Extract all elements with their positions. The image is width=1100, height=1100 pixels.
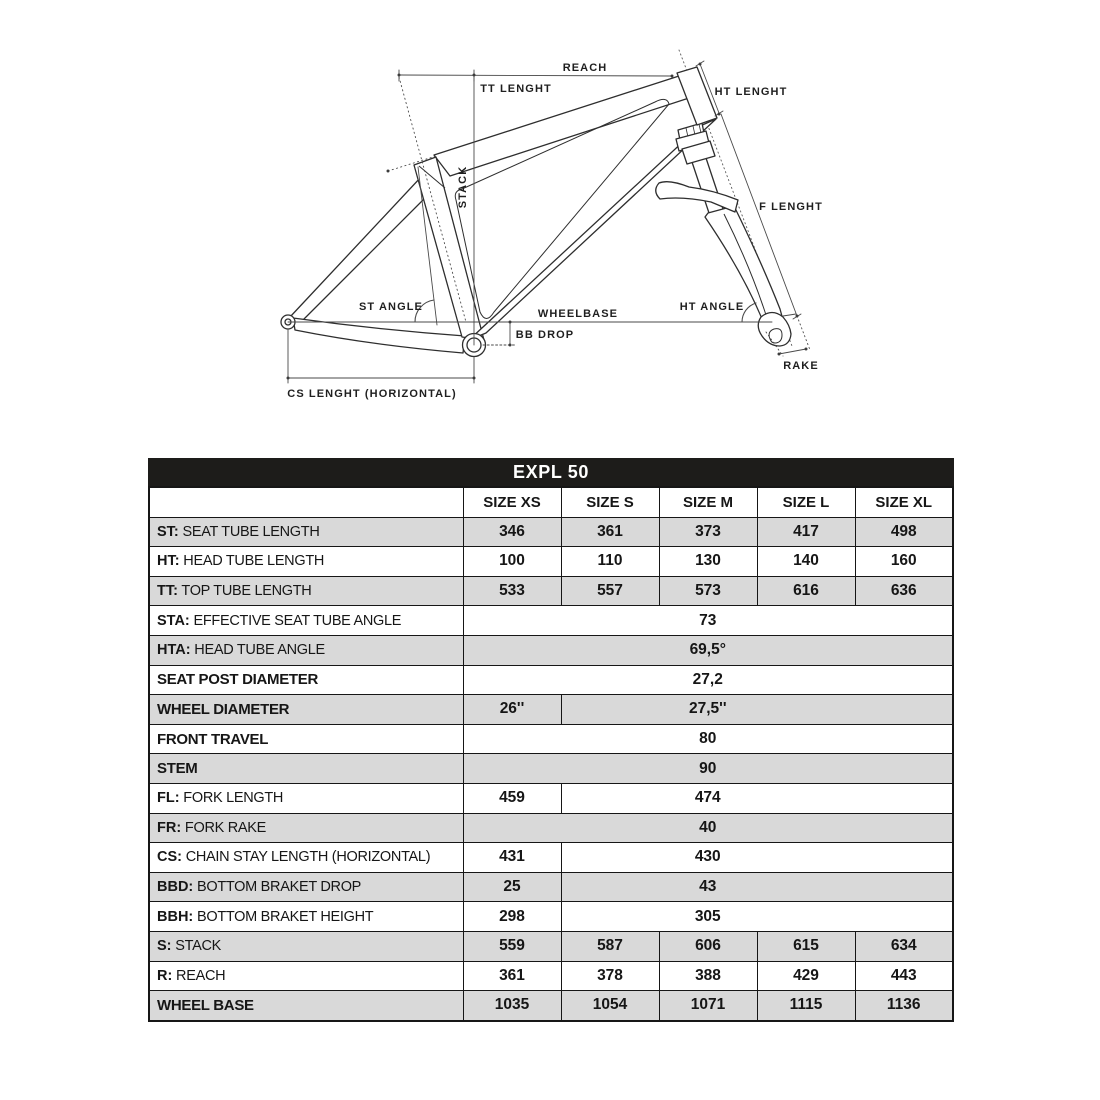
label-ht-angle: HT ANGLE <box>679 301 745 313</box>
value-cell: 1115 <box>757 991 855 1021</box>
row-label: FL: FORK LENGTH <box>149 783 463 813</box>
value-cell: 43 <box>561 872 953 902</box>
row-label: BBH: BOTTOM BRAKET HEIGHT <box>149 902 463 932</box>
value-cell: 378 <box>561 961 659 991</box>
value-cell: 417 <box>757 517 855 547</box>
value-cell: 636 <box>855 576 953 606</box>
value-cell: 110 <box>561 547 659 577</box>
label-reach: REACH <box>562 62 608 74</box>
fork-arch <box>656 182 738 212</box>
size-column-header: SIZE M <box>659 487 757 517</box>
size-column-header: SIZE L <box>757 487 855 517</box>
value-cell: 27,2 <box>463 665 953 695</box>
value-cell: 160 <box>855 547 953 577</box>
label-tt-lenght: TT LENGHT <box>480 83 552 95</box>
row-label: ST: SEAT TUBE LENGTH <box>149 517 463 547</box>
label-st-angle: ST ANGLE <box>358 301 424 313</box>
row-label: R: REACH <box>149 961 463 991</box>
value-cell: 615 <box>757 931 855 961</box>
value-cell: 26'' <box>463 695 561 725</box>
fork-stanchion <box>691 155 724 216</box>
label-stack: STACK <box>457 165 469 209</box>
label-cs-lenght: CS LENGHT (HORIZONTAL) <box>287 388 457 400</box>
value-cell: 431 <box>463 843 561 873</box>
value-cell: 27,5'' <box>561 695 953 725</box>
value-cell: 430 <box>561 843 953 873</box>
table-row <box>149 665 953 695</box>
value-cell: 361 <box>561 517 659 547</box>
chain-stays <box>293 318 465 353</box>
table-row <box>149 635 953 665</box>
row-label: S: STACK <box>149 931 463 961</box>
value-cell: 100 <box>463 547 561 577</box>
value-cell: 557 <box>561 576 659 606</box>
size-header-row <box>149 487 953 517</box>
value-cell: 80 <box>463 724 953 754</box>
table-row <box>149 902 953 932</box>
row-label: CS: CHAIN STAY LENGTH (HORIZONTAL) <box>149 843 463 873</box>
row-label: SEAT POST DIAMETER <box>149 665 463 695</box>
value-cell: 305 <box>561 902 953 932</box>
value-cell: 40 <box>463 813 953 843</box>
label-f-lenght: F LENGHT <box>759 201 823 213</box>
row-label: FR: FORK RAKE <box>149 813 463 843</box>
value-cell: 90 <box>463 754 953 784</box>
value-cell: 140 <box>757 547 855 577</box>
table-row <box>149 724 953 754</box>
table-row <box>149 547 953 577</box>
size-column-header: SIZE S <box>561 487 659 517</box>
bike-frame-drawing <box>281 67 791 357</box>
value-cell: 73 <box>463 606 953 636</box>
row-label: WHEEL BASE <box>149 991 463 1021</box>
bike-geometry-diagram <box>0 0 1100 450</box>
table-row <box>149 606 953 636</box>
table-row <box>149 576 953 606</box>
table-row <box>149 754 953 784</box>
spec-table <box>148 486 954 1022</box>
value-cell: 459 <box>463 783 561 813</box>
table-title: EXPL 50 <box>148 458 954 486</box>
table-row <box>149 931 953 961</box>
label-rake: RAKE <box>783 360 819 372</box>
table-row <box>149 991 953 1021</box>
value-cell: 1035 <box>463 991 561 1021</box>
value-cell: 474 <box>561 783 953 813</box>
size-column-header: SIZE XS <box>463 487 561 517</box>
value-cell: 1071 <box>659 991 757 1021</box>
label-wheelbase: WHEELBASE <box>537 308 619 320</box>
table-row <box>149 961 953 991</box>
table-row <box>149 517 953 547</box>
value-cell: 498 <box>855 517 953 547</box>
value-cell: 443 <box>855 961 953 991</box>
value-cell: 559 <box>463 931 561 961</box>
value-cell: 616 <box>757 576 855 606</box>
value-cell: 1054 <box>561 991 659 1021</box>
value-cell: 1136 <box>855 991 953 1021</box>
value-cell: 25 <box>463 872 561 902</box>
row-label: STEM <box>149 754 463 784</box>
row-label: STA: EFFECTIVE SEAT TUBE ANGLE <box>149 606 463 636</box>
corner-cell <box>149 487 463 517</box>
value-cell: 634 <box>855 931 953 961</box>
table-row <box>149 695 953 725</box>
row-label: BBD: BOTTOM BRAKET DROP <box>149 872 463 902</box>
row-label: WHEEL DIAMETER <box>149 695 463 725</box>
label-bb-drop: BB DROP <box>515 329 575 341</box>
value-cell: 130 <box>659 547 757 577</box>
value-cell: 606 <box>659 931 757 961</box>
table-row <box>149 813 953 843</box>
value-cell: 573 <box>659 576 757 606</box>
seat-tube <box>414 157 484 340</box>
row-label: FRONT TRAVEL <box>149 724 463 754</box>
table-row <box>149 843 953 873</box>
size-column-header: SIZE XL <box>855 487 953 517</box>
label-ht-lenght: HT LENGHT <box>714 86 788 98</box>
value-cell: 346 <box>463 517 561 547</box>
value-cell: 388 <box>659 961 757 991</box>
value-cell: 533 <box>463 576 561 606</box>
value-cell: 587 <box>561 931 659 961</box>
value-cell: 298 <box>463 902 561 932</box>
value-cell: 69,5° <box>463 635 953 665</box>
rake-dimension-line <box>779 349 806 354</box>
row-label: TT: TOP TUBE LENGTH <box>149 576 463 606</box>
value-cell: 429 <box>757 961 855 991</box>
value-cell: 373 <box>659 517 757 547</box>
row-label: HT: HEAD TUBE LENGTH <box>149 547 463 577</box>
value-cell: 361 <box>463 961 561 991</box>
reach-dimension-line <box>399 75 672 76</box>
table-row <box>149 783 953 813</box>
row-label: HTA: HEAD TUBE ANGLE <box>149 635 463 665</box>
table-row <box>149 872 953 902</box>
geometry-table <box>148 458 954 1022</box>
